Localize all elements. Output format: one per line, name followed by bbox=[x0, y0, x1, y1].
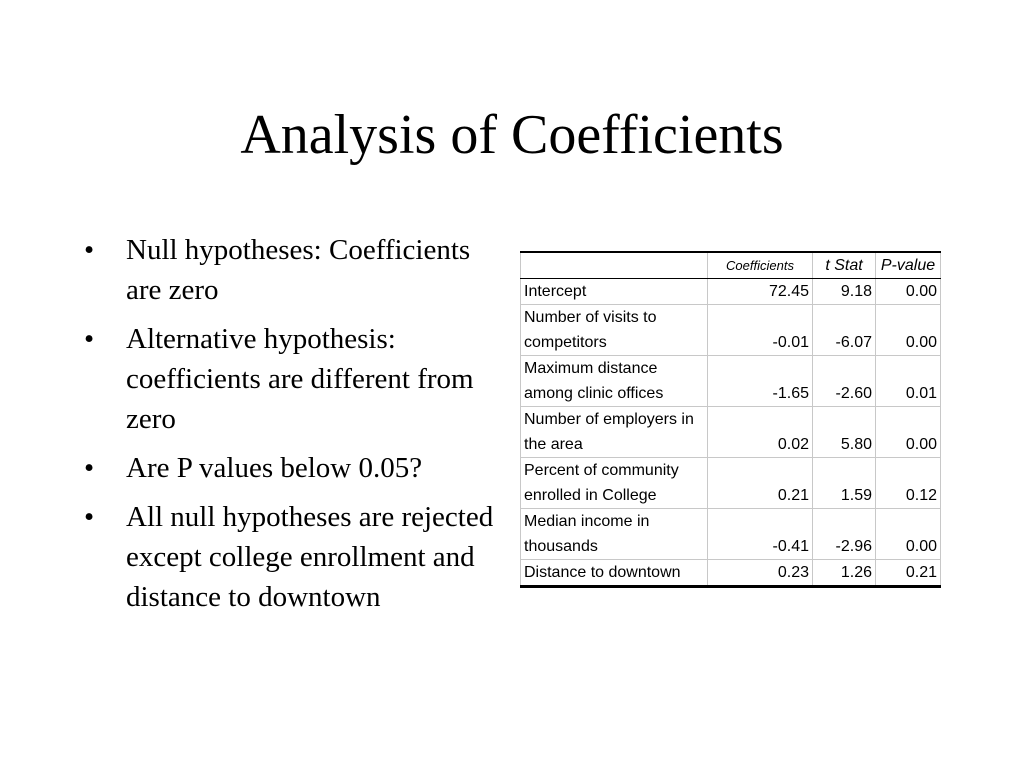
coefficient-cell: -0.01 bbox=[708, 305, 813, 356]
bullet-icon: • bbox=[84, 501, 95, 533]
bullet-icon: • bbox=[84, 234, 95, 266]
coefficients-table bbox=[520, 251, 941, 588]
t-stat-cell: 1.26 bbox=[813, 560, 876, 587]
header-blank bbox=[521, 252, 708, 279]
p-value-cell: 0.00 bbox=[876, 279, 941, 305]
header-p-value: P-value bbox=[876, 252, 941, 279]
p-value-cell: 0.00 bbox=[876, 305, 941, 356]
coefficient-cell: 0.02 bbox=[708, 407, 813, 458]
p-value-cell: 0.12 bbox=[876, 458, 941, 509]
p-value-cell: 0.00 bbox=[876, 407, 941, 458]
bullet-list bbox=[84, 230, 504, 626]
p-value-cell: 0.01 bbox=[876, 356, 941, 407]
row-label: Intercept bbox=[521, 279, 708, 305]
bullet-item bbox=[84, 448, 504, 488]
coefficient-cell: -0.41 bbox=[708, 509, 813, 560]
table-row bbox=[521, 458, 941, 509]
table-row bbox=[521, 305, 941, 356]
table-row bbox=[521, 356, 941, 407]
p-value-cell: 0.21 bbox=[876, 560, 941, 587]
slide-title: Analysis of Coefficients bbox=[240, 104, 784, 166]
header-t-stat: t Stat bbox=[813, 252, 876, 279]
row-label: Maximum distance among clinic offices bbox=[521, 356, 708, 407]
coefficient-cell: 0.23 bbox=[708, 560, 813, 587]
table-row bbox=[521, 407, 941, 458]
row-label: Median income in thousands bbox=[521, 509, 708, 560]
t-stat-cell: 9.18 bbox=[813, 279, 876, 305]
row-label: Distance to downtown bbox=[521, 560, 708, 587]
table-row bbox=[521, 509, 941, 560]
row-label: Number of visits to competitors bbox=[521, 305, 708, 356]
row-label: Percent of community enrolled in College bbox=[521, 458, 708, 509]
table-header-row bbox=[521, 252, 941, 279]
coefficient-cell: -1.65 bbox=[708, 356, 813, 407]
bullet-text: Alternative hypothesis: coefficients are different from zero bbox=[126, 323, 474, 435]
bullet-item bbox=[84, 497, 504, 617]
coefficient-cell: 0.21 bbox=[708, 458, 813, 509]
coefficient-cell: 72.45 bbox=[708, 279, 813, 305]
bullet-item bbox=[84, 319, 504, 439]
t-stat-cell: 1.59 bbox=[813, 458, 876, 509]
bullet-icon: • bbox=[84, 323, 95, 355]
bullet-text: Are P values below 0.05? bbox=[126, 452, 423, 484]
table-row bbox=[521, 279, 941, 305]
t-stat-cell: 5.80 bbox=[813, 407, 876, 458]
bullet-text: All null hypotheses are rejected except college enrollment and distance to downtown bbox=[126, 501, 494, 613]
bullet-icon: • bbox=[84, 452, 95, 484]
p-value-cell: 0.00 bbox=[876, 509, 941, 560]
row-label: Number of employers in the area bbox=[521, 407, 708, 458]
bullet-item bbox=[84, 230, 504, 310]
t-stat-cell: -6.07 bbox=[813, 305, 876, 356]
t-stat-cell: -2.60 bbox=[813, 356, 876, 407]
t-stat-cell: -2.96 bbox=[813, 509, 876, 560]
header-coefficients: Coefficients bbox=[708, 252, 813, 279]
bullet-text: Null hypotheses: Coefficients are zero bbox=[126, 234, 471, 306]
table-row bbox=[521, 560, 941, 587]
